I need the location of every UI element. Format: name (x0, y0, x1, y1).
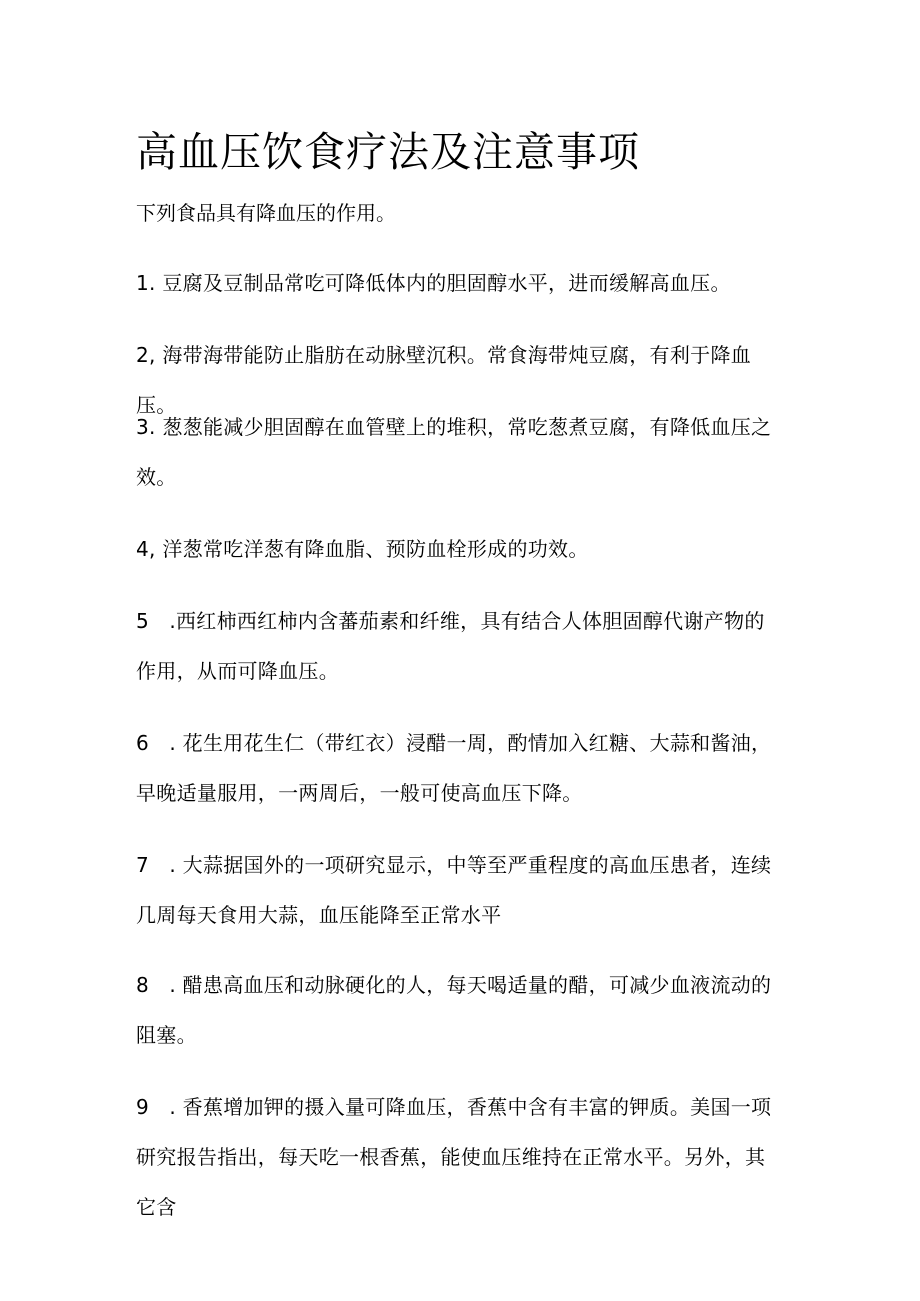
list-item: 3. 葱葱能减少胆固醇在血管壁上的堆积，常吃葱煮豆腐，有降低血压之效。 (136, 415, 772, 489)
list-item: 4, 洋葱常吃洋葱有降血脂、预防血栓形成的功效。 (136, 537, 589, 561)
document-title: 高血压饮食疗法及注意事项 (136, 128, 640, 176)
list-item: 6 . 花生用花生仁（带红衣）浸醋一周，酌情加入红糖、大蒜和酱油，早晚适量服用，一两周后，一般可使高血压下降。 (136, 731, 772, 805)
list-item: 7 . 大蒜据国外的一项研究显示，中等至严重程度的高血压患者，连续几周每天食用大蒜，血压能降至正常水平 (136, 853, 772, 927)
list-item: 2, 海带海带能防止脂肪在动脉壁沉积。常食海带炖豆腐，有利于降血压。 (136, 343, 752, 417)
list-item: 1. 豆腐及豆制品常吃可降低体内的胆固醇水平，进而缓解高血压。 (136, 271, 731, 295)
intro-text: 下列食品具有降血压的作用。 (136, 201, 396, 225)
list-item: 5 .西红柿西红柿内含蕃茄素和纤维，具有结合人体胆固醇代谢产物的作用，从而可降血压。 (136, 609, 765, 683)
list-item: 9 . 香蕉增加钾的摄入量可降血压，香蕉中含有丰富的钾质。美国一项研究报告指出，每天吃一根香蕉，能使血压维持在正常水平。另外，其它含 (136, 1095, 772, 1219)
list-item: 8 . 醋患高血压和动脉硬化的人，每天喝适量的醋，可减少血液流动的阻塞。 (136, 973, 772, 1047)
